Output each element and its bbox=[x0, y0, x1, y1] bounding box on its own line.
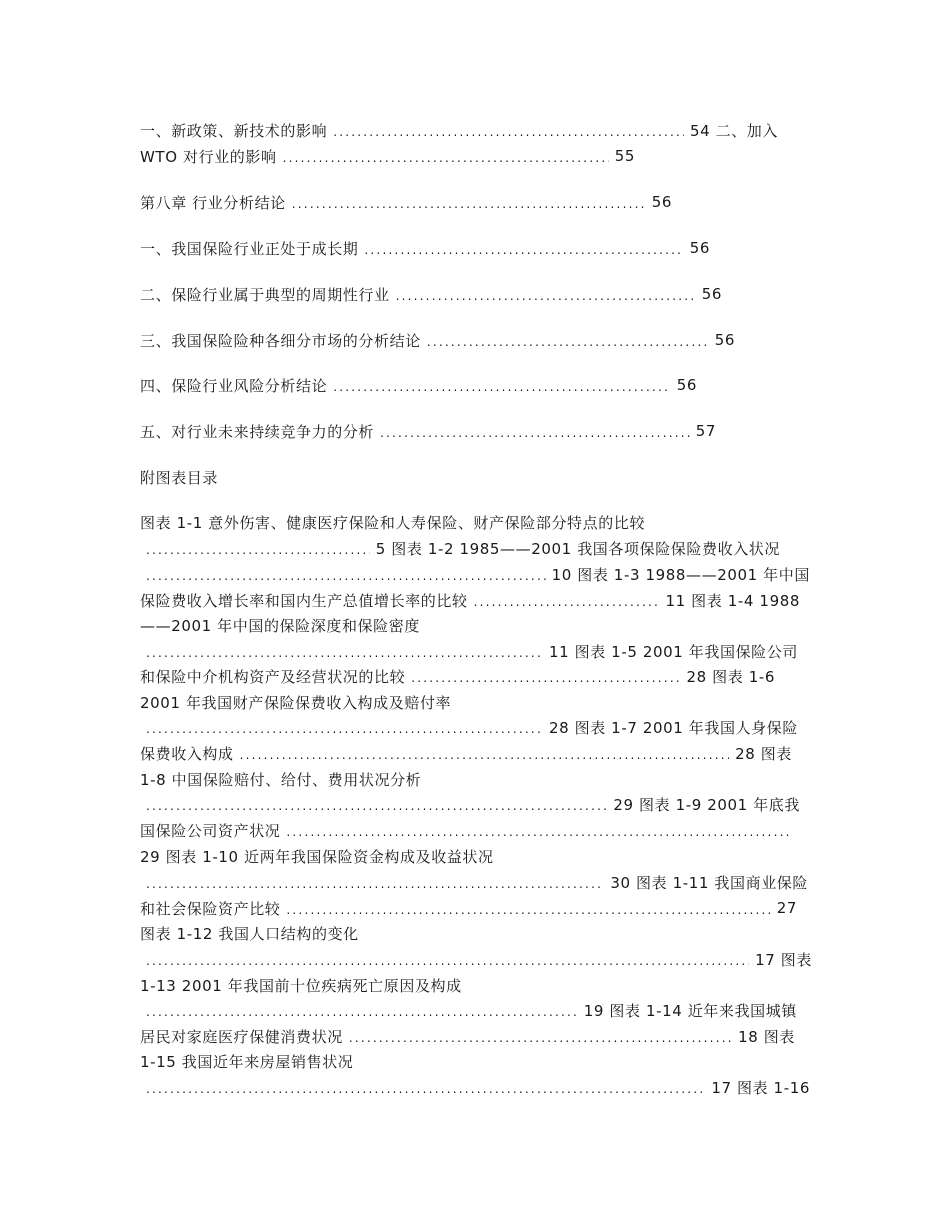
toc-line bbox=[140, 1050, 353, 1072]
toc-line bbox=[140, 691, 451, 713]
toc-line bbox=[140, 537, 780, 559]
toc-entry-title: 五、对行业未来持续竞争力的分析 bbox=[140, 422, 375, 441]
dot-leader bbox=[286, 818, 790, 843]
toc-line bbox=[140, 191, 672, 213]
dot-leader bbox=[286, 896, 770, 921]
dot-leader bbox=[396, 282, 696, 307]
toc-entry-title: 居民对家庭医疗保健消费状况 bbox=[140, 1027, 343, 1046]
dot-leader bbox=[349, 1024, 732, 1049]
toc-entry-title: 一、我国保险行业正处于成长期 bbox=[140, 239, 359, 258]
toc-entry-title: 一、新政策、新技术的影响 bbox=[140, 121, 328, 140]
toc-line bbox=[140, 1025, 795, 1047]
toc-line bbox=[140, 374, 697, 396]
toc-entry-title: 第八章 行业分析结论 bbox=[140, 193, 286, 212]
toc-entry-page: 56 bbox=[676, 376, 697, 394]
toc-line bbox=[140, 897, 797, 919]
toc-entry-title: 29 图表 1-10 近两年我国保险资金构成及收益状况 bbox=[140, 847, 494, 866]
dot-leader bbox=[146, 1075, 705, 1100]
toc-line bbox=[140, 589, 800, 611]
toc-line bbox=[140, 845, 494, 867]
toc-entry-page: 56 bbox=[689, 239, 710, 257]
toc-line bbox=[140, 466, 218, 488]
toc-line bbox=[140, 948, 812, 970]
toc-line bbox=[140, 563, 810, 585]
toc-entry-page: 29 图表 1-9 2001 年底我 bbox=[613, 795, 800, 814]
toc-entry-page: 17 图表 bbox=[755, 950, 812, 969]
toc-line bbox=[140, 793, 800, 815]
dot-leader bbox=[292, 190, 646, 215]
toc-line bbox=[140, 283, 722, 305]
toc-line bbox=[140, 511, 645, 533]
toc-entry-title: 图表 1-12 我国人口结构的变化 bbox=[140, 924, 359, 943]
toc-entry-title: 保险费收入增长率和国内生产总值增长率的比较 bbox=[140, 591, 468, 610]
dot-leader bbox=[333, 373, 671, 398]
toc-entry-title: WTO 对行业的影响 bbox=[140, 147, 277, 166]
toc-line bbox=[140, 640, 798, 662]
dot-leader bbox=[283, 144, 609, 169]
toc-entry-title: 1-8 中国保险赔付、给付、费用状况分析 bbox=[140, 770, 422, 789]
toc-entry-page: 17 图表 1-16 bbox=[711, 1078, 810, 1097]
toc-entry-page: 56 bbox=[651, 193, 672, 211]
toc-line bbox=[140, 665, 775, 687]
toc-entry-title: 四、保险行业风险分析结论 bbox=[140, 376, 328, 395]
toc-entry-title: 二、保险行业属于典型的周期性行业 bbox=[140, 285, 390, 304]
toc-entry-page: 54 二、加入 bbox=[689, 121, 778, 140]
toc-entry-page: 28 图表 bbox=[735, 744, 792, 763]
toc-entry-title: 和保险中介机构资产及经营状况的比较 bbox=[140, 667, 406, 686]
toc-line bbox=[140, 742, 792, 764]
toc-line bbox=[140, 237, 710, 259]
toc-line bbox=[140, 420, 716, 442]
toc-entry-page: 28 图表 1-7 2001 年我国人身保险 bbox=[548, 718, 798, 737]
toc-entry-page: 11 图表 1-5 2001 年我国保险公司 bbox=[548, 642, 798, 661]
toc-entry-page: 10 图表 1-3 1988——2001 年中国 bbox=[551, 565, 810, 584]
toc-entry-page: 19 图表 1-14 近年来我国城镇 bbox=[583, 1001, 797, 1020]
toc-line bbox=[140, 614, 420, 636]
dot-leader bbox=[146, 536, 370, 561]
dot-leader bbox=[146, 947, 749, 972]
toc-line bbox=[140, 819, 796, 841]
toc-entry-page: 5 图表 1-2 1985——2001 我国各项保险保险费收入状况 bbox=[375, 539, 780, 558]
toc-entry-page: 57 bbox=[695, 422, 716, 440]
dot-leader bbox=[146, 870, 604, 895]
toc-line bbox=[140, 119, 778, 141]
dot-leader bbox=[146, 639, 543, 664]
dot-leader bbox=[240, 741, 730, 766]
dot-leader bbox=[411, 664, 680, 689]
toc-line bbox=[140, 145, 635, 167]
dot-leader bbox=[333, 118, 684, 143]
dot-leader bbox=[427, 328, 709, 353]
dot-leader bbox=[364, 236, 683, 261]
toc-entry-title: 国保险公司资产状况 bbox=[140, 821, 281, 840]
toc-entry-title: ——2001 年中国的保险深度和保险密度 bbox=[140, 616, 420, 635]
toc-entry-page: 30 图表 1-11 我国商业保险 bbox=[610, 873, 808, 892]
dot-leader bbox=[474, 588, 660, 613]
toc-entry-title: 1-15 我国近年来房屋销售状况 bbox=[140, 1052, 354, 1071]
dot-leader bbox=[146, 998, 578, 1023]
toc-entry-page: 56 bbox=[714, 331, 735, 349]
toc-entry-page: 55 bbox=[614, 147, 635, 165]
toc-entry-page: 56 bbox=[701, 285, 722, 303]
toc-line bbox=[140, 871, 808, 893]
toc-entry-title: 保费收入构成 bbox=[140, 744, 234, 763]
toc-entry-page: 11 图表 1-4 1988 bbox=[665, 591, 800, 610]
toc-entry-page: 28 图表 1-6 bbox=[686, 667, 775, 686]
toc-entry-page: 27 bbox=[776, 899, 797, 917]
toc-entry-title: 和社会保险资产比较 bbox=[140, 899, 281, 918]
toc-line bbox=[140, 329, 735, 351]
toc-line bbox=[140, 716, 798, 738]
toc-line bbox=[140, 1076, 810, 1098]
toc-entry-title: 三、我国保险险种各细分市场的分析结论 bbox=[140, 331, 421, 350]
toc-line bbox=[140, 922, 359, 944]
toc-entry-title: 1-13 2001 年我国前十位疾病死亡原因及构成 bbox=[140, 976, 462, 995]
toc-line bbox=[140, 974, 462, 996]
dot-leader bbox=[146, 792, 607, 817]
dot-leader bbox=[380, 419, 690, 444]
toc-line bbox=[140, 999, 797, 1021]
toc-entry-title: 2001 年我国财产保险保费收入构成及赔付率 bbox=[140, 693, 452, 712]
toc-entry-title: 图表 1-1 意外伤害、健康医疗保险和人寿保险、财产保险部分特点的比较 bbox=[140, 513, 646, 532]
dot-leader bbox=[146, 715, 543, 740]
toc-entry-title: 附图表目录 bbox=[140, 468, 219, 487]
toc-line bbox=[140, 768, 421, 790]
toc-entry-page: 18 图表 bbox=[738, 1027, 795, 1046]
dot-leader bbox=[146, 562, 546, 587]
